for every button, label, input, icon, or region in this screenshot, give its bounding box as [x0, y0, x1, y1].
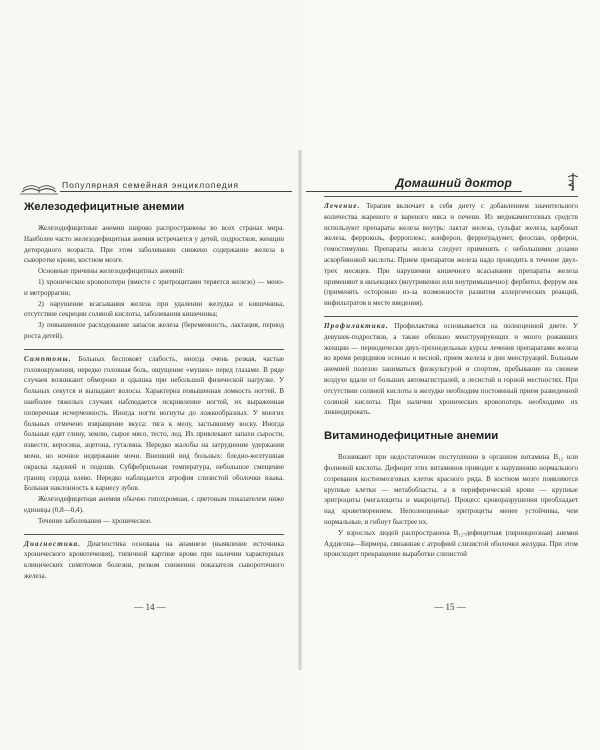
book-spine — [298, 150, 302, 670]
section-title-iron-deficiency: Железодефицитные анемии — [24, 201, 185, 213]
list-item: 3) повышенное расходование запасов железа (беременность, лактация, период роста детей). — [24, 321, 284, 340]
paragraph: Течение заболевания — хроническое. — [38, 516, 152, 525]
section-divider — [324, 316, 578, 317]
section-divider — [324, 196, 578, 197]
paragraph: У взрослых людей распространена B₁₂-дефицитная (пернициозная) анемия Аддисона—Бирмера, связанная с атрофией слизистой оболочки желудка. При этом происходит прекращение выработки слизистой — [324, 528, 578, 559]
list-item: 1) хронические кровопотери (вместе с эритроцитами теряется железо) — мено- и метроррагии; — [24, 277, 284, 297]
prevention-text: Профилактика основывается на полноценной диете. У девушек-подростков, а также обильно менструирующих и много рожавших женщин — периодически двух-трехнедельные курсы лечения препаратами железа во время рецидивов осенью и весной, прием железа в дни менструаций. Больным анемией полезно заниматься физкультурой и спортом, пребывание на свежем воздухе вдали от больших автомагистралей, в лесистой и горной местностях. При отсутствии соляной кислоты в желудке необходим постоянный прием разведенной соляной кислоты. При наличии хронических кровопотерь необходимо их ликвидировать. — [324, 321, 578, 417]
right-page-number: — 15 — — [434, 602, 466, 612]
section-divider — [24, 349, 284, 350]
left-page-text — [24, 196, 284, 582]
treatment-paragraph — [324, 201, 578, 309]
paragraph: Основные причины железодефицитных анемий: — [38, 267, 185, 276]
treatment-term: Лечение. — [324, 202, 361, 210]
symptoms-text: Больных беспокоят слабость, иногда очень резкая, частые головокружения, нередко головная боль, ощущение «мушек» перед глазами. В ряде случаев возникают обмороки и одышка при небольшой физической нагрузке. У больных секутся и выпадают волосы. Характерна повышенная ломкость ногтей. В наиболее тяжелых случаях наблюдается искривление ногтей, их выраженная поперечная исчерченность. Иногда ногти вогнуты до ложкообразных. У многих больных отмечено извращение вкуса: тяга к мелу, застывшему воску. Иногда больные едят глину, землю, сырое мясо, тесто, лед. Их привлекают запахи сырости, извести, керосина, ацетона, гуталина. Нередко жалобы на затруднение удержания мочи, но ночное недержание мочи. Внешний вид больных: бледно-желтушная окраска ладоней и подошв. Субфебрильная температура, небольшое смещение границ сердца влево. Нередко наблюдается атрофия слизистой оболочки языка. Больная наклонность к кариесу зубов. — [24, 354, 284, 493]
left-page-number: — 14 — — [134, 602, 166, 612]
caduceus-icon — [565, 172, 581, 192]
symptoms-paragraph — [24, 354, 284, 494]
right-page-text — [324, 196, 578, 560]
list-item: 2) нарушение всасывания железа при удалении желудка и кишечника, отсутствие секреции соляной кислоты, заболевания кишечника; — [24, 299, 284, 319]
prevention-term: Профилактика. — [324, 321, 389, 330]
left-running-title: Популярная семейная энциклопедия — [62, 180, 239, 190]
left-header-rule — [60, 191, 292, 192]
right-header-rule — [306, 191, 522, 192]
diagnostics-term: Диагностика. — [24, 539, 81, 548]
paragraph: Железодефицитные анемии широко распространены во всех странах мира. Наиболее часто железодефицитная анемия встречается у детей, подростков, женщин детородного возраста. При этом заболевании снижено содержание железа в сыворотке крови, костном мозге. — [24, 224, 284, 265]
open-book-icon — [20, 176, 58, 196]
prevention-paragraph — [324, 321, 578, 418]
diagnostics-text: Диагностика основана на анамнезе (выявление источника хронического кровотечения), типичной картине крови при наличии характерных клинических симптомов болезни, резком снижении показателя сывороточного железа. — [24, 539, 284, 580]
symptoms-term: Симптомы. — [24, 354, 72, 363]
treatment-text: Терапия включает в себя диету с добавлением значительного количества жареного и вареного мяса и печени. Из медикаментозных средств используют препараты железа внутрь: лактат железа, сульфат железа, карбонат железа, ферроколь, ферроплекс, конферон, ферроградумет, феоспан, орферон, гемостимулин. Препараты железа следует применять с небольшими дозами аскорбиновой кислоты. Прием препаратов железа надо проводить в течение двух-трех месяцев. При нарушении кишечного всасывания препараты железа применяют в инъекциях (внутривенно или внутримышечно): фербитол, феррум лек (применять осторожно из-за возможности развития аллергических реакций, инфильтратов в месте введения). — [324, 202, 578, 308]
section-divider — [24, 534, 284, 535]
paragraph: Железодефицитная анемия обычно гипохромная, с цветовым показателем ниже единицы (0,8—0,4). — [24, 495, 284, 514]
right-running-title: Домашний доктор — [395, 176, 512, 190]
section-title-vitamin-deficiency: Витаминодефицитные анемии — [324, 430, 499, 443]
diagnostics-paragraph — [24, 539, 284, 582]
paragraph: Возникают при недостаточном поступлении в организм витамина B₁₂ или фолиевой кислоты. Дефицит этих витаминов приводит к нарушению нормального созревания костномозговых клеток красного ряда. В костном мозге появляются крупные клетки — метабобласты, а в периферической крови — крупные эритроциты (мегалоциты и макроциты). Процесс кроворазрушения преобладает над кроветворением. Неполноценные эритроциты менее устойчивы, чем нормальные, и гибнут быстрее их. — [324, 453, 578, 526]
